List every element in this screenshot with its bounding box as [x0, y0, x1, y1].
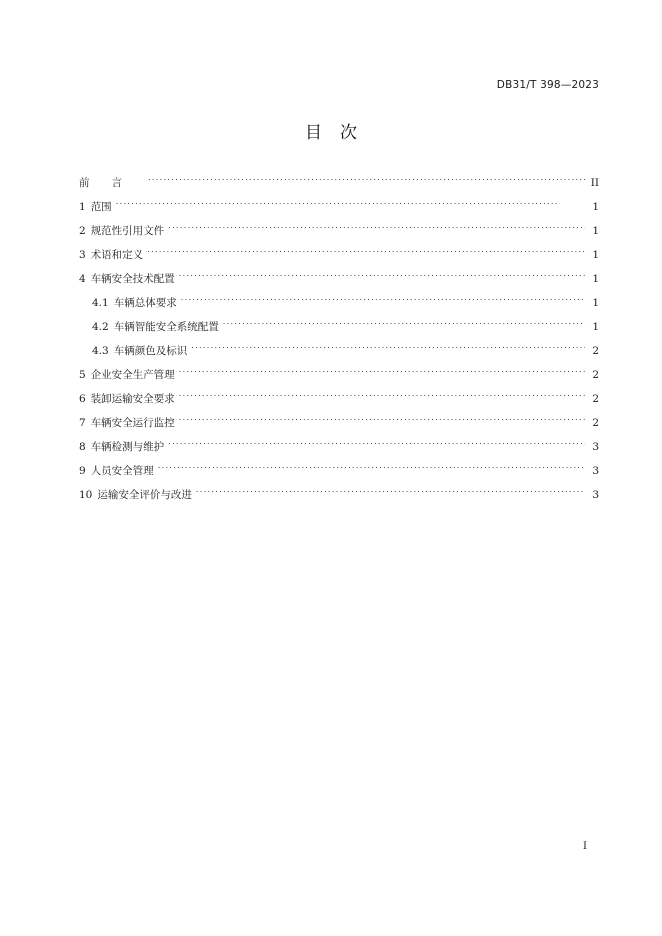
toc-entry-page: 3 [592, 441, 599, 453]
toc-entry-page: 3 [592, 465, 599, 477]
toc-entry-number: 4.3 [92, 345, 109, 357]
toc-entry-label: 车辆检测与维护 [90, 441, 165, 453]
toc-leader-dots [179, 388, 585, 402]
toc-entry-vehicle-inspection-maintenance[interactable] [79, 436, 599, 460]
toc-entry-label: 车辆智能安全系统配置 [113, 321, 219, 333]
toc-entry-label: 车辆总体要求 [113, 297, 177, 309]
document-code: DB31/T 398—2023 [496, 79, 599, 91]
toc-entry-label: 运输安全评价与改进 [97, 489, 192, 501]
toc-leader-dots [147, 244, 585, 258]
toc-entry-page: 1 [592, 225, 599, 237]
toc-entry-number: 9 [79, 465, 86, 477]
toc-entry-page: 1 [592, 321, 599, 333]
toc-entry-number: 4.2 [92, 321, 109, 333]
toc-entry-label: 企业安全生产管理 [90, 369, 175, 381]
toc-entry-label: 车辆安全技术配置 [90, 273, 175, 285]
toc-entry-page: 2 [592, 417, 599, 429]
toc-entry-label: 范围 [90, 201, 112, 213]
toc-entry-page: 3 [592, 489, 599, 501]
toc-entry-label: 装卸运输安全要求 [90, 393, 175, 405]
toc-leader-dots [191, 340, 585, 354]
toc-entry-number: 3 [79, 249, 86, 261]
toc-leader-dots [168, 220, 585, 234]
toc-leader-dots [168, 436, 585, 450]
toc-entry-number: 8 [79, 441, 86, 453]
toc-entry-page: 2 [592, 345, 599, 357]
toc-entry-label: 前言 [79, 177, 144, 189]
toc-entry-label: 术语和定义 [90, 249, 144, 261]
toc-entry-page: 1 [592, 273, 599, 285]
toc-entry-number: 1 [79, 201, 86, 213]
page-number: I [583, 841, 587, 852]
toc-entry-page: 2 [592, 369, 599, 381]
toc-entry-number: 7 [79, 417, 86, 429]
toc-entry-number: 4 [79, 273, 86, 285]
toc-leader-dots [179, 412, 585, 426]
toc-leader-dots [158, 460, 585, 474]
toc-entry-label: 车辆颜色及标识 [113, 345, 188, 357]
toc-entry-foreword[interactable] [79, 172, 599, 196]
table-of-contents [79, 172, 599, 508]
toc-leader-dots [181, 292, 585, 306]
toc-entry-transport-safety-evaluation[interactable] [79, 484, 599, 508]
toc-entry-page: 1 [592, 297, 599, 309]
toc-leader-dots [179, 268, 585, 282]
toc-entry-intelligent-safety-system[interactable] [79, 316, 599, 340]
toc-entry-page: 1 [592, 201, 599, 213]
toc-leader-dots [196, 484, 585, 498]
toc-entry-number: 10 [79, 489, 93, 501]
toc-entry-page: II [590, 177, 599, 189]
toc-title: 目次 [305, 123, 375, 143]
toc-entry-normative-references[interactable] [79, 220, 599, 244]
toc-entry-scope[interactable] [79, 196, 599, 220]
toc-entry-enterprise-safety-management[interactable] [79, 364, 599, 388]
toc-entry-label: 规范性引用文件 [90, 225, 165, 237]
toc-entry-vehicle-general-requirements[interactable] [79, 292, 599, 316]
toc-entry-vehicle-safety-config[interactable] [79, 268, 599, 292]
toc-entry-personnel-safety-management[interactable] [79, 460, 599, 484]
toc-entry-vehicle-color-marking[interactable] [79, 340, 599, 364]
toc-entry-number: 6 [79, 393, 86, 405]
toc-entry-page: 1 [592, 249, 599, 261]
toc-entry-number: 4.1 [92, 297, 109, 309]
toc-entry-terms-definitions[interactable] [79, 244, 599, 268]
toc-entry-label: 人员安全管理 [90, 465, 154, 477]
toc-entry-loading-transport-requirements[interactable] [79, 388, 599, 412]
toc-entry-label: 车辆安全运行监控 [90, 417, 175, 429]
toc-entry-number: 5 [79, 369, 86, 381]
toc-leader-dots [116, 196, 585, 210]
toc-entry-vehicle-operation-monitoring[interactable] [79, 412, 599, 436]
toc-leader-dots [179, 364, 585, 378]
toc-entry-number: 2 [79, 225, 86, 237]
toc-leader-dots [223, 316, 585, 330]
toc-leader-dots [148, 172, 585, 186]
toc-entry-page: 2 [592, 393, 599, 405]
